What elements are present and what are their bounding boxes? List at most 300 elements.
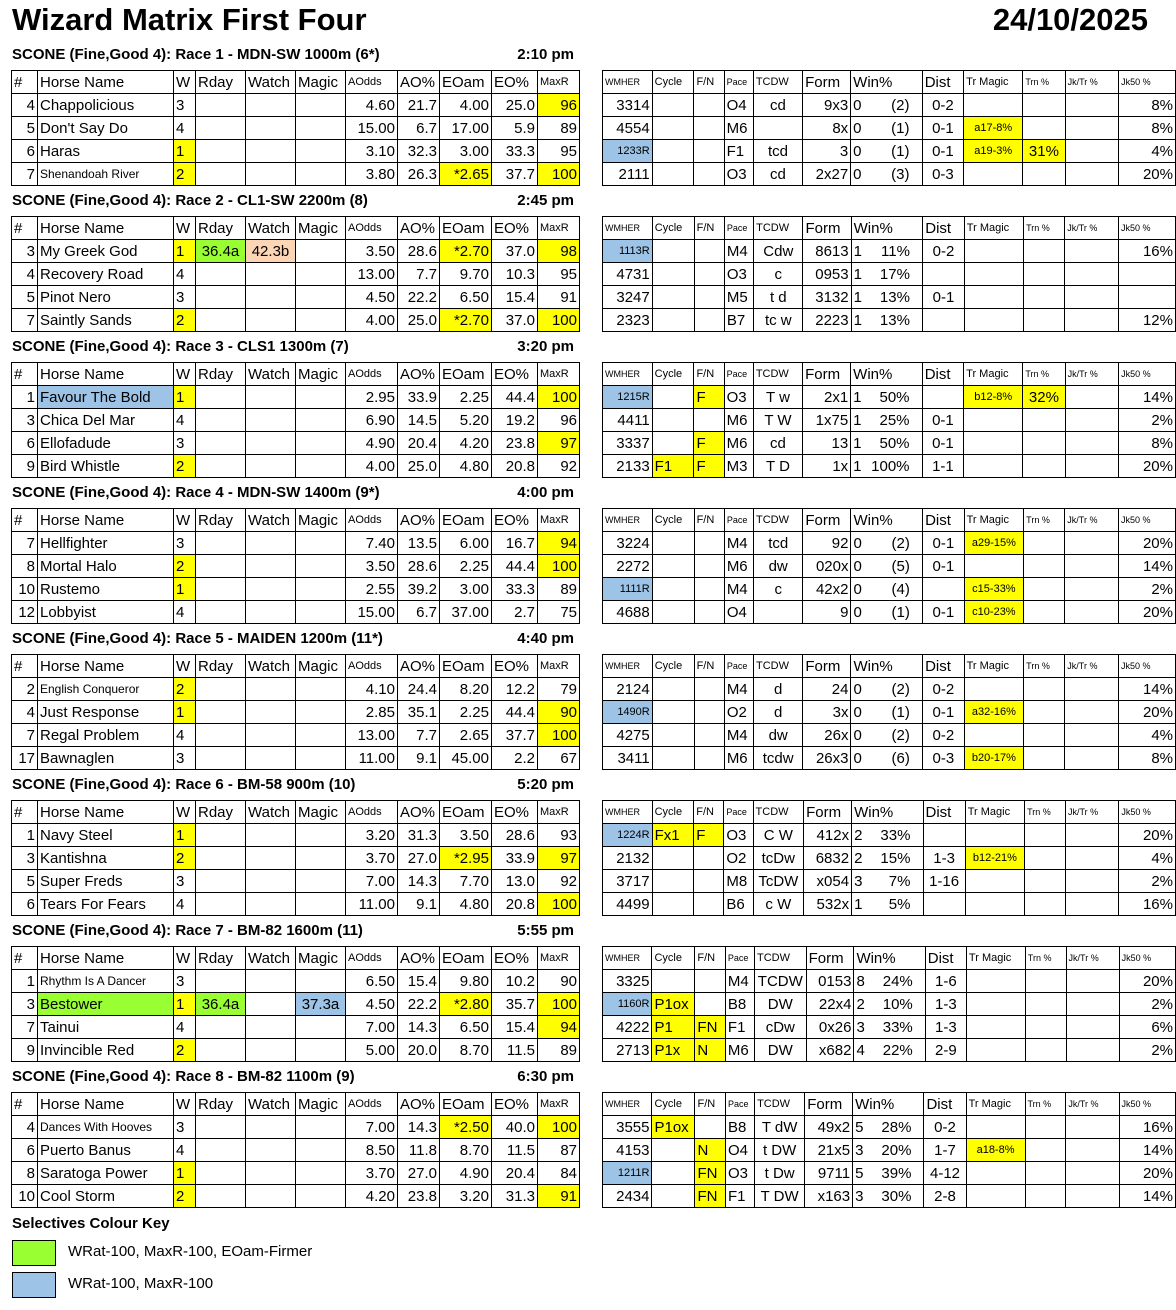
cell-form: 9711 [805, 1162, 853, 1185]
column-header: Horse Name [38, 655, 174, 678]
column-header: Magic [296, 947, 346, 970]
cell-aodds: 7.00 [346, 870, 398, 893]
cell-maxr: 94 [538, 1016, 580, 1039]
cell-aop: 11.8 [398, 1139, 440, 1162]
column-header: Win% [851, 71, 923, 94]
cell-fn: F [694, 386, 724, 409]
column-header: Cycle [652, 947, 695, 970]
cell-jk50: 4% [1119, 847, 1176, 870]
table-row [603, 240, 1176, 263]
cell-dist [922, 386, 963, 409]
cell-fn [694, 555, 724, 578]
win-count: 2 [854, 826, 863, 844]
cell-name: Saintly Sands [38, 309, 174, 332]
column-header: EO% [492, 801, 538, 824]
race-form-table [602, 508, 1176, 624]
cell-aop: 21.7 [398, 94, 440, 117]
cell-pace: O4 [726, 1139, 755, 1162]
cell-eoam: 17.00 [440, 117, 492, 140]
column-header: Jk/Tr % [1065, 509, 1119, 532]
column-header: Horse Name [38, 947, 174, 970]
cell-w: 2 [174, 1185, 196, 1208]
table-row [603, 532, 1176, 555]
cell-jk50: 2% [1119, 1039, 1175, 1062]
column-header: Tr Magic [964, 217, 1023, 240]
cell-jk50: 14% [1119, 386, 1176, 409]
cell-fn [694, 163, 724, 186]
column-header: W [174, 801, 196, 824]
table-row [12, 263, 580, 286]
page-title: Wizard Matrix First Four [12, 2, 367, 37]
column-header: MaxR [538, 1093, 580, 1116]
cell-tcdw: T W [753, 409, 802, 432]
cell-aop: 9.1 [398, 893, 440, 916]
column-header: Magic [296, 509, 346, 532]
cell-maxr: 97 [538, 432, 580, 455]
cell-cycle [652, 1139, 695, 1162]
cell-magic [296, 601, 346, 624]
race-header [12, 192, 574, 212]
cell-trmagic: a18-8% [966, 1139, 1025, 1162]
race-title: SCONE (Fine,Good 4): Race 7 - BM-82 1600m (11) [12, 922, 363, 939]
race-header [12, 922, 574, 942]
cell-tcdw: DW [755, 1039, 807, 1062]
cell-magic [296, 847, 346, 870]
win-percent: 33% [882, 1018, 913, 1036]
cell-win [852, 824, 923, 847]
cell-form: 22x4 [806, 993, 854, 1016]
win-percent: (1) [891, 603, 910, 621]
cell-rday: 36.4a [196, 240, 246, 263]
cell-tcdw: T w [753, 386, 802, 409]
cell-trmagic [966, 1039, 1025, 1062]
column-header: AOdds [346, 655, 398, 678]
race-runners-table [11, 508, 580, 624]
column-header: Tr Magic [964, 363, 1023, 386]
column-header: WMHER [603, 509, 653, 532]
column-header: EO% [492, 71, 538, 94]
cell-w: 2 [174, 455, 196, 478]
column-header: Pace [724, 509, 753, 532]
cell-jk50: 16% [1118, 240, 1175, 263]
cell-dist: 0-3 [922, 163, 963, 186]
cell-eoam: 8.70 [440, 1139, 492, 1162]
cell-maxr: 95 [538, 263, 580, 286]
cell-wmher: 1111R [603, 578, 653, 601]
table-row [603, 893, 1176, 916]
table-row [12, 286, 580, 309]
win-percent: 22% [882, 1041, 913, 1059]
column-header: Win% [851, 217, 923, 240]
cell-win [853, 1185, 924, 1208]
column-header: EOam [440, 1093, 492, 1116]
column-header: W [174, 509, 196, 532]
cell-maxr: 91 [538, 1185, 580, 1208]
cell-aodds: 2.95 [346, 386, 398, 409]
cell-no: 7 [12, 724, 38, 747]
column-header: AOdds [346, 801, 398, 824]
cell-trn [1025, 870, 1066, 893]
cell-wmher: 4275 [603, 724, 653, 747]
cell-watch [246, 409, 296, 432]
race-title: SCONE (Fine,Good 4): Race 5 - MAIDEN 1200m (11*) [12, 630, 383, 647]
cell-jktr [1065, 409, 1119, 432]
cell-trmagic [964, 263, 1023, 286]
table-row [12, 140, 580, 163]
win-count: 0 [853, 557, 862, 575]
cell-magic [296, 409, 346, 432]
cell-eoam: 9.70 [440, 263, 492, 286]
table-row [603, 409, 1176, 432]
cell-jktr [1066, 1016, 1119, 1039]
cell-dist [923, 824, 965, 847]
race-form-table [602, 70, 1176, 186]
cell-aop: 20.4 [398, 432, 440, 455]
column-header: AO% [398, 801, 440, 824]
cell-no: 10 [12, 1185, 38, 1208]
cell-trmagic [966, 1162, 1025, 1185]
column-header: Jk/Tr % [1065, 71, 1119, 94]
column-header: Jk50 % [1119, 71, 1176, 94]
win-count: 3 [855, 1141, 864, 1159]
cell-cycle: P1 [652, 1016, 695, 1039]
cell-magic [296, 309, 346, 332]
table-row [603, 1139, 1176, 1162]
cell-trn [1023, 455, 1065, 478]
column-header: Magic [296, 801, 346, 824]
cell-cycle [652, 701, 694, 724]
cell-name: Tears For Fears [38, 893, 174, 916]
cell-eoam: *2.80 [440, 993, 492, 1016]
column-header: Tr Magic [964, 509, 1024, 532]
cell-wmher: 3337 [603, 432, 653, 455]
cell-win [853, 1139, 924, 1162]
cell-cycle [652, 578, 694, 601]
column-header: Horse Name [38, 363, 174, 386]
cell-wmher: 3224 [603, 532, 653, 555]
race-form-table [602, 800, 1176, 916]
table-row [12, 1116, 580, 1139]
cell-dist [923, 263, 965, 286]
cell-dist: 0-1 [922, 409, 963, 432]
cell-dist [923, 578, 965, 601]
cell-rday [196, 309, 246, 332]
cell-maxr: 91 [538, 286, 580, 309]
win-percent: 11% [881, 242, 910, 260]
table-row [603, 824, 1176, 847]
cell-eoam: 3.20 [440, 1185, 492, 1208]
cell-dist: 4-12 [924, 1162, 966, 1185]
column-header: TCDW [755, 947, 807, 970]
cell-trn [1025, 1185, 1066, 1208]
cell-pace: M6 [725, 1039, 754, 1062]
cell-fn [694, 578, 724, 601]
cell-watch [246, 747, 296, 770]
column-header: Horse Name [38, 1093, 174, 1116]
report-date: 24/10/2025 [992, 2, 1148, 37]
cell-aop: 15.4 [398, 970, 440, 993]
table-row [12, 117, 580, 140]
table-header-row [603, 217, 1176, 240]
column-header: # [12, 363, 38, 386]
cell-w: 3 [174, 286, 196, 309]
table-row [603, 286, 1176, 309]
cell-jk50: 20% [1118, 532, 1175, 555]
cell-trmagic: a17-8% [964, 117, 1023, 140]
cell-win [851, 747, 923, 770]
cell-tcdw: dw [754, 555, 803, 578]
race-title: SCONE (Fine,Good 4): Race 4 - MDN-SW 1400m (9*) [12, 484, 380, 501]
cell-eop: 19.2 [492, 409, 538, 432]
cell-form: 532x [804, 893, 852, 916]
cell-eop: 15.4 [492, 1016, 538, 1039]
cell-trn [1025, 1116, 1066, 1139]
cell-win [851, 117, 923, 140]
cell-trmagic: a19-3% [964, 140, 1023, 163]
cell-pace: M8 [724, 870, 753, 893]
cell-trmagic [965, 824, 1024, 847]
cell-eop: 37.0 [492, 309, 538, 332]
cell-wmher: 2133 [603, 455, 653, 478]
cell-watch [246, 309, 296, 332]
cell-maxr: 89 [538, 578, 580, 601]
cell-form: 2x27 [803, 163, 851, 186]
column-header: Watch [246, 217, 296, 240]
race-header [12, 1068, 574, 1088]
cell-no: 7 [12, 1016, 38, 1039]
cell-aodds: 15.00 [346, 117, 398, 140]
cell-wmher: 2713 [603, 1039, 652, 1062]
cell-trn [1025, 893, 1066, 916]
cell-watch [246, 1016, 296, 1039]
cell-name: Dances With Hooves [38, 1116, 174, 1139]
cell-eop: 37.7 [492, 163, 538, 186]
blue-swatch [12, 1272, 56, 1298]
column-header: Magic [296, 655, 346, 678]
cell-eoam: *2.95 [440, 847, 492, 870]
cell-trn [1023, 163, 1065, 186]
cell-maxr: 98 [538, 240, 580, 263]
table-row [603, 601, 1176, 624]
table-row [603, 870, 1176, 893]
cell-form: x054 [804, 870, 852, 893]
cell-tcdw [754, 601, 803, 624]
cell-form: 42x2 [803, 578, 851, 601]
cell-maxr: 100 [538, 309, 580, 332]
column-header: Jk/Tr % [1065, 801, 1118, 824]
column-header: TCDW [753, 71, 802, 94]
cell-aodds: 4.50 [346, 993, 398, 1016]
cell-rday [196, 555, 246, 578]
cell-dist: 0-2 [924, 1116, 966, 1139]
cell-eop: 10.3 [492, 263, 538, 286]
cell-eoam: 2.25 [440, 701, 492, 724]
cell-no: 1 [12, 824, 38, 847]
cell-tcdw: TcDW [753, 870, 804, 893]
cell-w: 4 [174, 893, 196, 916]
cell-tcdw: DW [755, 993, 807, 1016]
cell-w: 2 [174, 678, 196, 701]
cell-eop: 10.2 [492, 970, 538, 993]
table-row [12, 555, 580, 578]
cell-maxr: 97 [538, 847, 580, 870]
cell-trn [1024, 263, 1065, 286]
table-row [603, 1185, 1176, 1208]
cell-jk50: 12% [1118, 309, 1175, 332]
cell-eoam: 4.80 [440, 455, 492, 478]
column-header: Dist [923, 801, 965, 824]
cell-form: 0953 [803, 263, 851, 286]
table-row [12, 309, 580, 332]
cell-no: 3 [12, 847, 38, 870]
win-percent: (3) [891, 165, 910, 183]
cell-cycle [652, 140, 694, 163]
column-header: AO% [398, 71, 440, 94]
race-time: 4:40 pm [517, 630, 574, 647]
cell-aop: 32.3 [398, 140, 440, 163]
cell-no: 5 [12, 286, 38, 309]
table-row [12, 893, 580, 916]
cell-form: 3x [803, 701, 851, 724]
cell-trn [1024, 286, 1065, 309]
cell-magic [296, 701, 346, 724]
cell-trn [1025, 1016, 1066, 1039]
cell-dist: 0-2 [922, 94, 963, 117]
column-header: EO% [492, 947, 538, 970]
cell-form: 1x [803, 455, 851, 478]
column-header: Jk50 % [1119, 1093, 1175, 1116]
cell-wmher: 1211R [603, 1162, 652, 1185]
win-percent: (2) [891, 534, 910, 552]
table-row [12, 847, 580, 870]
race-header [12, 630, 574, 650]
cell-name: Chica Del Mar [38, 409, 174, 432]
table-row [12, 386, 580, 409]
cell-w: 3 [174, 1116, 196, 1139]
cell-rday [196, 970, 246, 993]
win-percent: (1) [891, 119, 910, 137]
cell-trn [1025, 1139, 1066, 1162]
cell-win [854, 1016, 925, 1039]
cell-trmagic: b12-21% [965, 847, 1024, 870]
column-header: TCDW [754, 655, 803, 678]
cell-no: 4 [12, 94, 38, 117]
cell-wmher: 4499 [603, 893, 653, 916]
column-header: Jk/Tr % [1065, 363, 1119, 386]
cell-form: 9 [803, 601, 851, 624]
column-header: Tr Magic [964, 655, 1024, 678]
table-row [603, 847, 1176, 870]
column-header: Win% [851, 655, 923, 678]
table-row [603, 724, 1176, 747]
table-row [12, 701, 580, 724]
cell-aop: 23.8 [398, 1185, 440, 1208]
cell-cycle [652, 432, 694, 455]
cell-trmagic: b12-8% [964, 386, 1023, 409]
cell-dist: 1-7 [924, 1139, 966, 1162]
cell-rday [196, 1116, 246, 1139]
table-header-row [603, 1093, 1176, 1116]
win-percent: 20% [881, 1141, 912, 1159]
cell-w: 1 [174, 140, 196, 163]
cell-tcdw: tcDw [753, 847, 804, 870]
cell-maxr: 96 [538, 409, 580, 432]
cell-win [854, 993, 925, 1016]
cell-maxr: 100 [538, 163, 580, 186]
column-header: AOdds [346, 947, 398, 970]
cell-win [851, 286, 923, 309]
column-header: Dist [923, 655, 965, 678]
cell-tcdw: tc w [754, 309, 803, 332]
column-header: Rday [196, 947, 246, 970]
cell-trmagic [964, 555, 1024, 578]
column-header: Cycle [652, 217, 694, 240]
cell-dist: 0-1 [923, 532, 965, 555]
column-header: Rday [196, 363, 246, 386]
cell-rday [196, 601, 246, 624]
cell-name: English Conqueror [38, 678, 174, 701]
cell-wmher: 1233R [603, 140, 653, 163]
cell-jktr [1065, 601, 1119, 624]
cell-trn [1024, 309, 1065, 332]
cell-aop: 13.5 [398, 532, 440, 555]
column-header: Tr Magic [966, 1093, 1025, 1116]
win-count: 0 [853, 96, 862, 114]
column-header: # [12, 509, 38, 532]
column-header: F/N [694, 71, 724, 94]
cell-fn [694, 747, 724, 770]
cell-eop: 20.4 [492, 1162, 538, 1185]
cell-maxr: 92 [538, 455, 580, 478]
cell-form: 1x75 [803, 409, 851, 432]
cell-w: 4 [174, 1016, 196, 1039]
column-header: Horse Name [38, 509, 174, 532]
win-percent: 24% [882, 972, 913, 990]
cell-fn: N [695, 1039, 726, 1062]
cell-pace: O3 [724, 386, 753, 409]
column-header: Form [803, 217, 851, 240]
column-header: Trn % [1025, 1093, 1066, 1116]
column-header: Horse Name [38, 217, 174, 240]
cell-pace: M4 [724, 240, 753, 263]
column-header: WMHER [603, 1093, 652, 1116]
table-row [603, 747, 1176, 770]
win-percent: 30% [881, 1187, 912, 1205]
cell-win [851, 601, 923, 624]
cell-magic [296, 824, 346, 847]
table-header-row [603, 655, 1176, 678]
cell-wmher: 3717 [603, 870, 653, 893]
win-percent: 5% [888, 895, 911, 913]
cell-watch [246, 893, 296, 916]
cell-no: 5 [12, 117, 38, 140]
table-row [12, 1185, 580, 1208]
cell-trmagic [964, 94, 1023, 117]
cell-wmher: 3314 [603, 94, 653, 117]
cell-aop: 9.1 [398, 747, 440, 770]
cell-name: Bawnaglen [38, 747, 174, 770]
cell-rday [196, 701, 246, 724]
column-header: Rday [196, 655, 246, 678]
cell-fn [695, 970, 726, 993]
cell-tcdw: T DW [755, 1185, 805, 1208]
cell-trmagic [966, 1185, 1025, 1208]
column-header: Watch [246, 71, 296, 94]
cell-dist: 1-16 [923, 870, 965, 893]
cell-jk50: 2% [1118, 578, 1175, 601]
cell-name: Saratoga Power [38, 1162, 174, 1185]
green-swatch [12, 1240, 56, 1266]
